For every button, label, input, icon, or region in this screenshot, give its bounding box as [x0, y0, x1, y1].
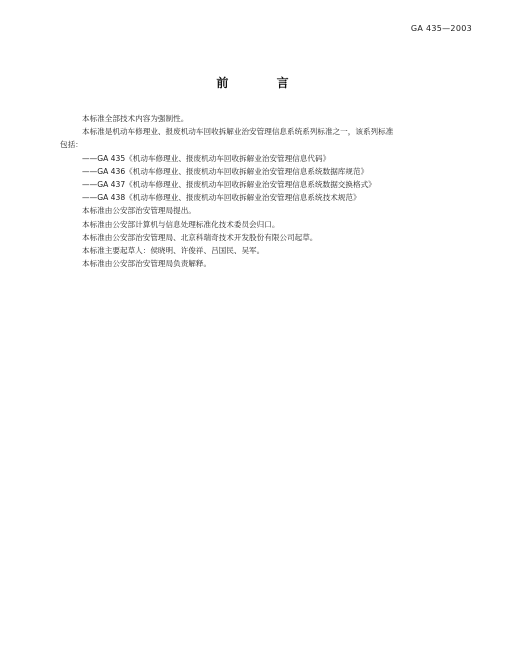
list-item-ga436: ——GA 436《机动车修理业、报废机动车回收拆解业治安管理信息系统数据库规范》	[82, 166, 369, 176]
paragraph-drafters: 本标准主要起草人：侯晓明、许俊祥、吕国民、吴军。	[82, 246, 265, 256]
page-title: 前 言	[216, 76, 311, 90]
paragraph-centralized-by: 本标准由公安部计算机与信息处理标准化技术委员会归口。	[82, 219, 280, 229]
paragraph-drafted-by: 本标准由公安部治安管理局、北京科瑞奇技术开发股份有限公司起草。	[82, 232, 318, 242]
list-item-ga438: ——GA 438《机动车修理业、报废机动车回收拆解业治安管理信息系统技术规范》	[82, 193, 361, 203]
paragraph-series-intro-cont: 包括：	[60, 140, 83, 150]
paragraph-series-intro: 本标准是机动车修理业、报废机动车回收拆解业治安管理信息系统系列标准之一，该系列标准	[82, 127, 394, 137]
paragraph-interpreted-by: 本标准由公安部治安管理局负责解释。	[82, 259, 212, 269]
list-item-ga437: ——GA 437《机动车修理业、报废机动车回收拆解业治安管理信息系统数据交换格式》	[82, 180, 376, 190]
paragraph-mandatory: 本标准全部技术内容为强制性。	[82, 114, 189, 123]
list-item-ga435: ——GA 435《机动车修理业、报废机动车回收拆解业治安管理信息代码》	[82, 153, 331, 163]
standard-number: GA 435—2003	[410, 24, 472, 33]
foreword-body	[60, 112, 480, 270]
paragraph-proposed-by: 本标准由公安部治安管理局提出。	[82, 206, 196, 216]
